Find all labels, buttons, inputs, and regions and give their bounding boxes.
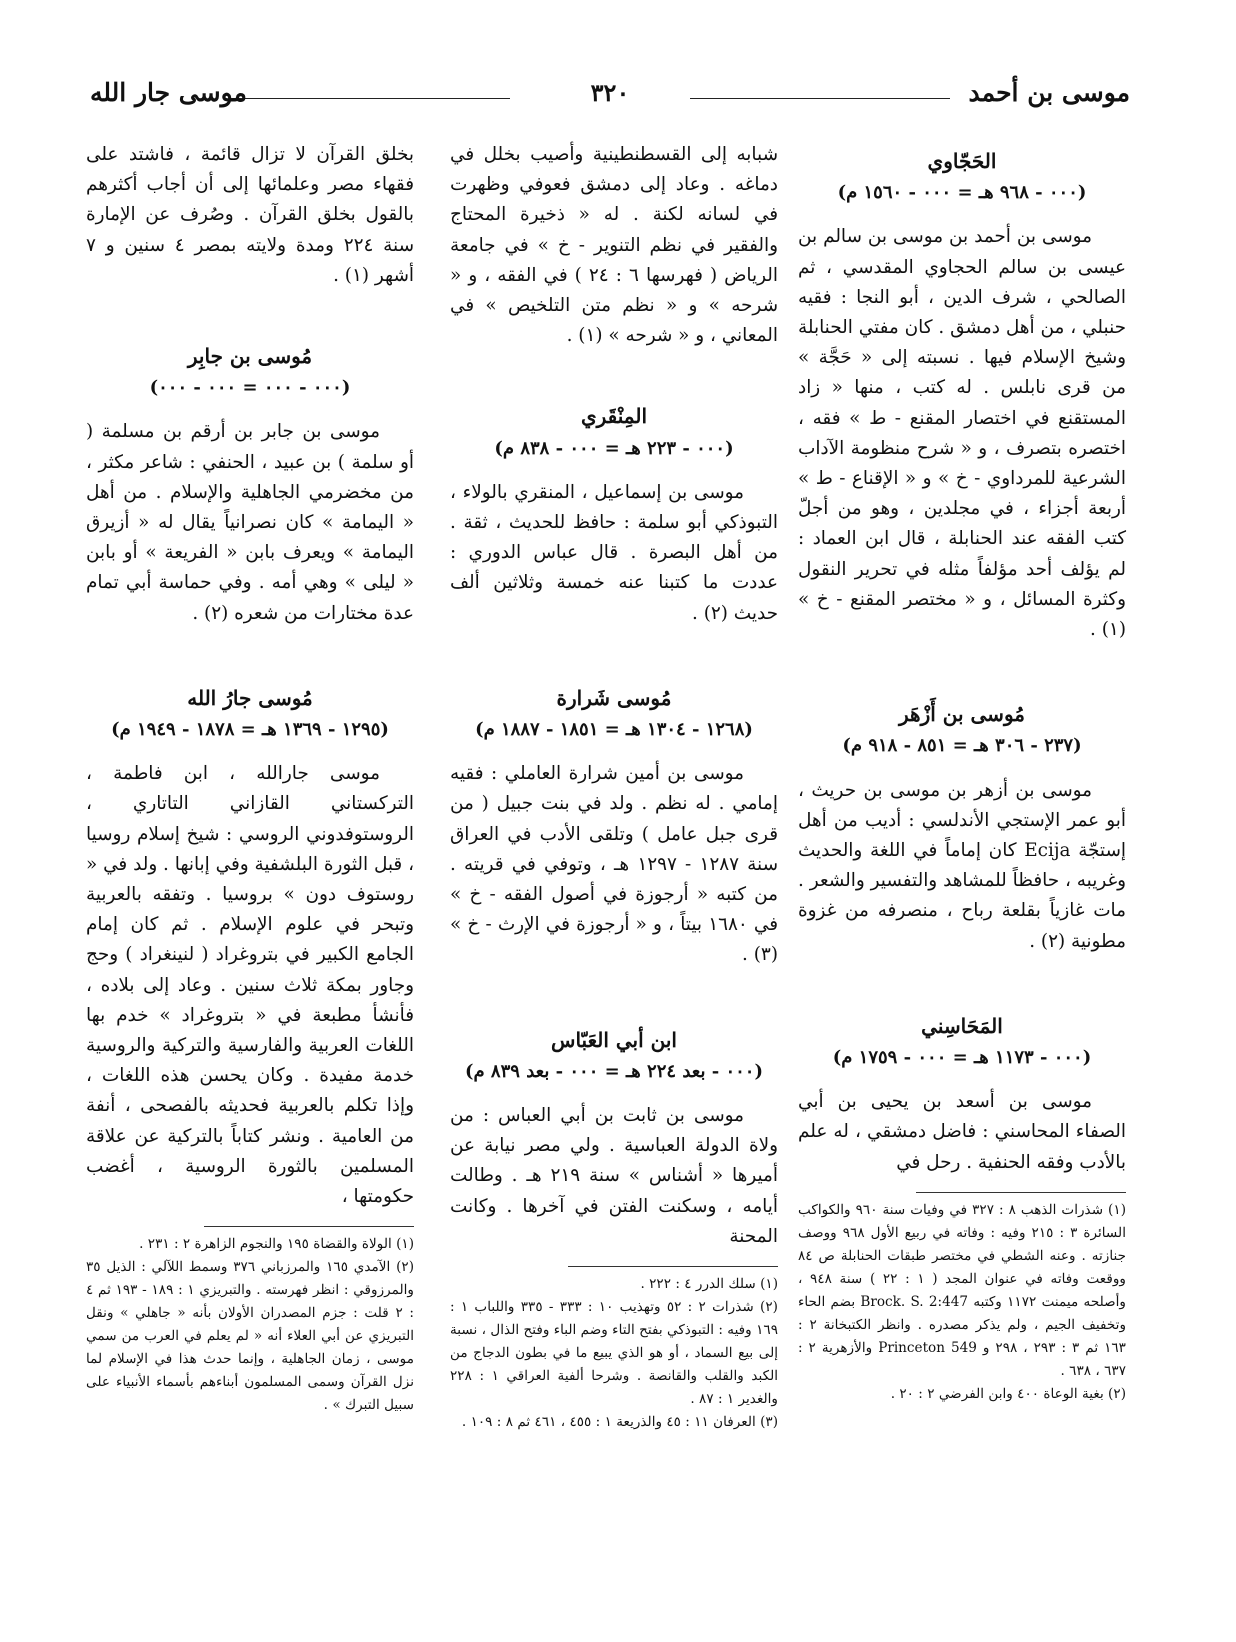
entry-body: موسى بن ثابت بن أبي العباس : من ولاة الدولة العباسية . ولي مصر نيابة عن أميرها « أشناس » سنة ٢١٩ هـ . وطالت أيامه ، وسكنت الفتن في آخرها . وكانت المحنة	[450, 1105, 778, 1247]
entry-ibn-abi-al-abbas	[450, 1025, 778, 1252]
entry-dates: (١٢٦٨ - ١٣٠٤ هـ = ١٨٥١ - ١٨٨٧ م)	[475, 719, 753, 741]
footnote: (٣) العرفان ١١ : ٤٥ والذريعة ١ : ٤٥٥ ، ٤٦١ ثم ٨ : ١٠٩ .	[461, 1414, 778, 1431]
column-left	[86, 140, 414, 1590]
footnote: (٢) بغية الوعاة ٤٠٠ وابن الفرضي ٢ : ٢٠ .	[890, 1385, 1126, 1402]
entry-dates: (٠٠٠ - ١١٧٣ هـ = ٠٠٠ - ١٧٥٩ م)	[832, 1047, 1092, 1069]
running-header	[90, 78, 1130, 118]
footnote: (١) سلك الدرر ٤ : ٢٢٢ .	[640, 1276, 778, 1293]
header-rule-right	[690, 98, 950, 99]
column-middle	[450, 140, 778, 1590]
header-right-title: موسى بن أحمد	[968, 78, 1130, 107]
entry-title: مُوسى جارُ الله	[187, 685, 313, 710]
entry-title: مُوسى شَرارة	[556, 685, 672, 710]
entry-body: موسى بن جابر بن أرقم بن مسلمة ( أو سلمة ) بن عبيد ، الحنفي : شاعر مكثر ، من مخضرمي الجاهلية والإسلام . من أهل « اليمامة » كان نصرانياً يقال له « أزيرق اليمامة » ويعرف بابن « الفريعة » أو بابن « ليلى » وهي أمه . وفي حماسة أبي تمام عدة مختارات من شعره (٢) .	[86, 421, 414, 624]
entry-musa-ibn-azhar	[798, 699, 1126, 957]
footnote-divider	[204, 1226, 414, 1227]
header-left-title: موسى جار الله	[90, 78, 247, 107]
footnotes	[798, 1199, 1126, 1406]
entry-body: موسى بن أحمد بن موسى بن سالم بن عيسى بن سالم الحجاوي المقدسي ، ثم الصالحي ، شرف الدين ، أبو النجا : فقيه حنبلي ، من أهل دمشق . كان مفتي الحنابلة وشيخ الإسلام فيها . نسبته إلى « حَجَّة » من قرى نابلس . له كتب ، منها « زاد المستقنع في اختصار المقنع - ط » فقه ، اختصره بتصرف ، و « شرح منظومة الآداب الشرعية للمرداوي - خ » و « الإقناع - ط » أربعة أجزاء ، في مجلدين ، وهو من أجلّ كتب الفقه عند الحنابلة ، قال ابن العماد : لم يؤلف أحد مؤلفاً مثله في تحرير النقول وكثرة المسائل ، و « مختصر المقنع - خ » (١) .	[798, 226, 1126, 641]
entry-minqari	[450, 401, 778, 628]
entry-musa-jarullah	[86, 683, 414, 1212]
continued-text: شبابه إلى القسطنطينية وأصيب بخلل في دماغه . وعاد إلى دمشق فعوفي وظهرت في لسانه لكنة . له « ذخيرة المحتاج والفقير في نظم التنوير - خ » في جامعة الرياض ( فهرسها ٦ : ٢٤ ) في الفقه ، و « شرحه » و « نظم متن التلخيص » في المعاني ، و « شرحه » (١) .	[450, 144, 778, 347]
entry-dates: (١٢٩٥ - ١٣٦٩ هـ = ١٨٧٨ - ١٩٤٩ م)	[111, 719, 389, 741]
footnote: (١) شذرات الذهب ٨ : ٣٢٧ في وفيات سنة ٩٦٠ والكواكب السائرة ٣ : ٢١٥ وفيه : وفاته في ربيع الأول ٩٦٨ ووصف جنازته . وعنه الشطي في مختصر طبقات الحنابلة ص ٨٤ ووقعت وفاته في عنوان المجد ( ١ : ٢٢ ) سنة ٩٤٨ ، وأصلحه ميمنت ١١٧٢ وكتبه Brock. S. 2:447 بضم الحاء وتخفيف الجيم ، ولم يذكر مصدره . وانظر الكتبخانة ٢ : ١٦٣ ثم ٣ : ٢٩٣ ، ٢٩٨ و Princeton 549 والأزهرية ٢ : ٦٣٧ ، ٦٣٨ .	[798, 1201, 1127, 1379]
entry-body: موسى بن أسعد بن يحيى بن أبي الصفاء المحاسني : فاضل دمشقي ، له علم بالأدب وفقه الحنفية . رحل في	[798, 1091, 1126, 1173]
entry-body: موسى بن أمين شرارة العاملي : فقيه إمامي . له نظم . ولد في بنت جبيل ( من قرى جبل عامل ) وتلقى الأدب في العراق سنة ١٢٨٧ - ١٢٩٧ هـ ، وتوفي في قريته . من كتبه « أرجوزة في أصول الفقه - خ » في ١٦٨٠ بيتاً ، و « أرجوزة في الإرث - خ » (٣) .	[450, 763, 778, 966]
page-number: ٣٢٠	[590, 78, 630, 107]
entry-dates: (٠٠٠ - بعد ٢٢٤ هـ = ٠٠٠ - بعد ٨٣٩ م)	[464, 1060, 764, 1082]
header-rule-left	[230, 98, 510, 99]
entry-dates: (٠٠٠ - ٢٢٣ هـ = ٠٠٠ - ٨٣٨ م)	[494, 437, 734, 459]
entry-title: ابن أبي العَبّاس	[551, 1027, 677, 1052]
entry-musa-sharara	[450, 683, 778, 971]
footnote: (٢) شذرات ٢ : ٥٢ وتهذيب ١٠ : ٣٣٣ - ٣٣٥ واللباب ١ : ١٦٩ وفيه : التبوذكي بفتح التاء وضم الباء وفتح الذال ، نسبة إلى بيع السماد ، أو هو الذي يبيع ما في بطون الدجاج من الكبد والقلب والقانصة . وشرحا ألفية العراقي ١ : ٢٢٨ والغدير ١ : ٨٧ .	[450, 1299, 778, 1408]
entry-title: مُوسى بن أَزْهَر	[899, 702, 1025, 727]
entry-dates: (٠٠٠ - ٩٦٨ هـ = ٠٠٠ - ١٥٦٠ م)	[837, 182, 1087, 204]
entry-title: الحَجّاوي	[927, 149, 997, 173]
entry-body: موسى بن إسماعيل ، المنقري بالولاء ، التبوذكي أبو سلمة : حافظ للحديث ، ثقة . من أهل البصرة . قال عباس الدوري : عددت ما كتبنا عنه خمسة وثلاثين ألف حديث (٢) .	[450, 481, 778, 624]
column-right	[798, 140, 1126, 1590]
footnote: (٢) الآمدي ١٦٥ والمرزباني ٣٧٦ وسمط اللآلي : الذيل ٣٥ والمرزوقي : انظر فهرسته . والتبريزي ١ : ١٨٩ - ١٩٣ ثم ٤ : ٢ قلت : جزم المصدران الأولان بأنه « جاهلي » ونقل التبريزي عن أبي العلاء أنه « لم يعلم في العرب من سمي موسى ، زمان الجاهلية ، وإنما حدث هذا في الإسلام لما نزل القرآن وسمى المسلمون أبناءهم بأسماء الأنبياء على سبيل التبرك » .	[86, 1259, 414, 1414]
entry-title: المِنْقَري	[580, 404, 648, 429]
entry-title: المَحَاسِني	[921, 1013, 1003, 1038]
entry-title: مُوسى بن جابِر	[187, 344, 313, 369]
entry-body: موسى بن أزهر بن موسى بن حريث ، أبو عمر الإستجي الأندلسي : أديب من أهل إستجّة Ecija كان إماماً في اللغة والحديث وغريبه ، حافظاً للمشاهد والتفسير والشعر . مات غازياً بقلعة رباح ، منصرفه من غزوة مطونية (٢) .	[798, 779, 1126, 952]
entry-body: موسى جارالله ، ابن فاطمة ، التركستاني القازاني التاتاري ، الروستوفدوني الروسي : شيخ إسلام روسيا ، قبل الثورة البلشفية وفي إبانها . ولد في « روستوف دون » بروسيا . وتفقه بالعربية وتبحر في علوم الإسلام . ثم كان إمام الجامع الكبير في بتروغراد ( لنينغراد ) وحج وجاور بمكة ثلاث سنين . وعاد إلى بلاده ، فأنشأ مطبعة في « بتروغراد » خدم بها اللغات العربية والفارسية والتركية والروسية خدمة مفيدة . وكان يحسن هذه اللغات ، وإذا تكلم بالعربية فحديثه بالفصحى ، أنفة من العامية . ونشر كتاباً بالتركية عن علاقة المسلمين بالثورة الروسية ، أغضب حكومتها ،	[86, 763, 414, 1208]
entry-hajjawi	[798, 146, 1126, 645]
continued-text: بخلق القرآن لا تزال قائمة ، فاشتد على فقهاء مصر وعلمائها إلى أن أجاب أكثرهم بالقول بخلق القرآن . وصُرف عن الإمارة سنة ٢٢٤ ومدة ولايته بمصر ٤ سنين و ٧ أشهر (١) .	[86, 144, 414, 286]
footnote-divider	[568, 1266, 778, 1267]
footnote: (١) الولاة والقضاة ١٩٥ والنجوم الزاهرة ٢ : ٢٣١ .	[139, 1236, 414, 1253]
footnote-divider	[916, 1192, 1126, 1193]
footnotes	[450, 1273, 778, 1434]
footnotes	[86, 1233, 414, 1417]
entry-dates: (٢٣٧ - ٣٠٦ هـ = ٨٥١ - ٩١٨ م)	[842, 735, 1082, 757]
entry-dates: (٠٠٠ - ٠٠٠ = ٠٠٠ - ٠٠٠)	[149, 377, 351, 399]
entry-musa-ibn-jabir	[86, 341, 414, 629]
entry-mahasini	[798, 1011, 1126, 1178]
